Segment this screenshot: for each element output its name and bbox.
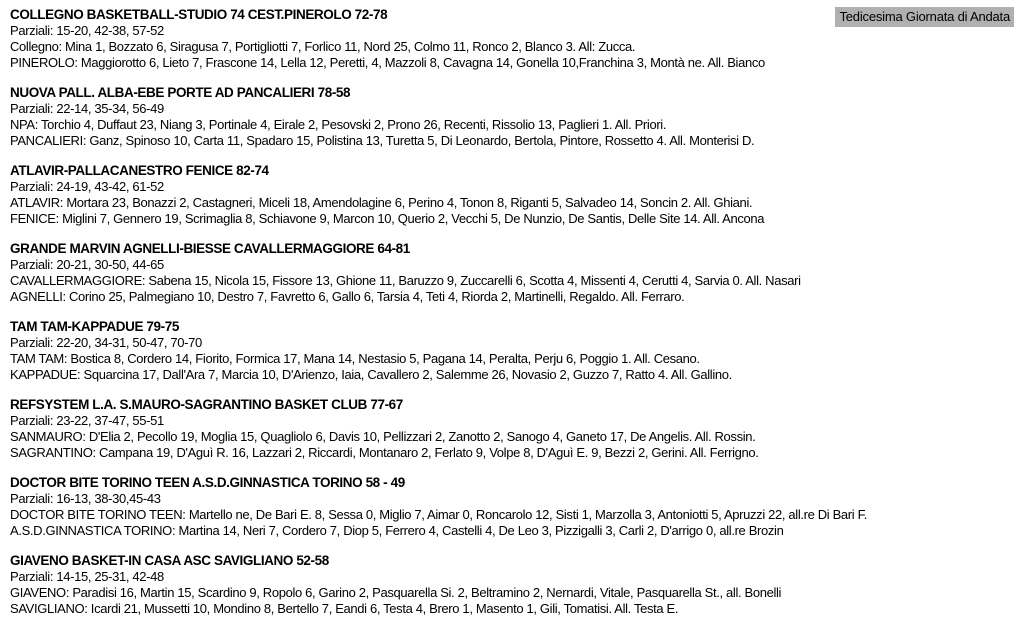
game-partials: Parziali: 22-20, 34-31, 50-47, 70-70 (10, 335, 202, 350)
home-roster: NPA: Torchio 4, Duffaut 23, Niang 3, Portinale 4, Eirale 2, Pesovski 2, Prono 26, Recenti, Rissolio 13, Paglieri 1. All. Priori. (10, 117, 667, 132)
game-partials: Parziali: 15-20, 42-38, 57-52 (10, 23, 164, 38)
away-roster: AGNELLI: Corino 25, Palmegiano 10, Destro 7, Favretto 6, Gallo 6, Tarsia 4, Teti 4, Riorda 2, Martinelli, Regaldo. All. Ferraro. (10, 289, 685, 304)
game-partials: Parziali: 14-15, 25-31, 42-48 (10, 569, 164, 584)
game-title: TAM TAM-KAPPADUE 79-75 (10, 319, 179, 334)
home-roster: SANMAURO: D'Elia 2, Pecollo 19, Moglia 15, Quagliolo 6, Davis 10, Pellizzari 2, Zanotto 2, Sanogo 4, Ganeto 17, De Angelis. All. Rossin. (10, 429, 756, 444)
game-partials: Parziali: 16-13, 38-30,45-43 (10, 491, 161, 506)
game-title: REFSYSTEM L.A. S.MAURO-SAGRANTINO BASKET CLUB 77-67 (10, 397, 403, 412)
round-badge: Tedicesima Giornata di Andata (835, 7, 1014, 27)
away-roster: SAVIGLIANO: Icardi 21, Mussetti 10, Mondino 8, Bertello 7, Eandi 6, Testa 4, Brero 1, Masento 1, Gili, Tomatisi. All. Testa E. (10, 601, 679, 616)
away-roster: A.S.D.GINNASTICA TORINO: Martina 14, Neri 7, Cordero 7, Diop 5, Ferrero 4, Castelli 4, De Leo 3, Pizzigalli 3, Carli 2, D'arrigo 0, all.re Brozin (10, 523, 784, 538)
game-title: GRANDE MARVIN AGNELLI-BIESSE CAVALLERMAGGIORE 64-81 (10, 241, 410, 256)
home-roster: ATLAVIR: Mortara 23, Bonazzi 2, Castagneri, Miceli 18, Amendolagine 6, Perino 4, Tonon 8, Riganti 5, Salvadeo 14, Soncin 2. All. Ghiani. (10, 195, 753, 210)
game-result-5 (10, 318, 1014, 383)
game-partials: Parziali: 20-21, 30-50, 44-65 (10, 257, 164, 272)
game-result-4 (10, 240, 1014, 305)
away-roster: PINEROLO: Maggiorotto 6, Lieto 7, Frascone 14, Lella 12, Peretti, 4, Mazzoli 8, Cavagna 14, Gonella 10,Franchina 3, Montà ne. All. Bianco (10, 55, 765, 70)
game-result-8 (10, 552, 1014, 617)
away-roster: SAGRANTINO: Campana 19, D'Aguì R. 16, Lazzari 2, Riccardi, Montanaro 2, Ferlato 9, Volpe 8, D'Aguì E. 9, Bezzi 2, Gerini. All. Ferrigno. (10, 445, 759, 460)
game-result-7 (10, 474, 1014, 539)
game-partials: Parziali: 24-19, 43-42, 61-52 (10, 179, 164, 194)
game-partials: Parziali: 22-14, 35-34, 56-49 (10, 101, 164, 116)
home-roster: GIAVENO: Paradisi 16, Martin 15, Scardino 9, Ropolo 6, Garino 2, Pasquarella Si. 2, Beltramino 2, Nernardi, Vitale, Pasquarella St., all. Bonelli (10, 585, 782, 600)
home-roster: Collegno: Mina 1, Bozzato 6, Siragusa 7, Portigliotti 7, Forlico 11, Nord 25, Colmo 11, Ronco 2, Blanco 3. All: Zucca. (10, 39, 636, 54)
game-result-3 (10, 162, 1014, 227)
game-title: ATLAVIR-PALLACANESTRO FENICE 82-74 (10, 163, 269, 178)
home-roster: TAM TAM: Bostica 8, Cordero 14, Fiorito, Formica 17, Mana 14, Nestasio 5, Pagana 14, Peralta, Perju 6, Poggio 1. All. Cesano. (10, 351, 700, 366)
game-partials: Parziali: 23-22, 37-47, 55-51 (10, 413, 164, 428)
game-title: GIAVENO BASKET-IN CASA ASC SAVIGLIANO 52-58 (10, 553, 329, 568)
game-result-2 (10, 84, 1014, 149)
away-roster: KAPPADUE: Squarcina 17, Dall'Ara 7, Marcia 10, D'Arienzo, Iaia, Cavallero 2, Salemme 26, Novasio 2, Guzzo 7, Ratto 4. All. Gallino. (10, 367, 732, 382)
game-result-6 (10, 396, 1014, 461)
away-roster: PANCALIERI: Ganz, Spinoso 10, Carta 11, Spadaro 15, Polistina 13, Turetta 5, Di Leonardo, Bertola, Pintore, Rossetto 4. All. Monterisi D. (10, 133, 755, 148)
home-roster: CAVALLERMAGGIORE: Sabena 15, Nicola 15, Fissore 13, Ghione 11, Baruzzo 9, Zuccarelli 6, Scotta 4, Missenti 4, Cerutti 4, Sarvia 0. All. Nasari (10, 273, 801, 288)
game-title: COLLEGNO BASKETBALL-STUDIO 74 CEST.PINEROLO 72-78 (10, 7, 388, 22)
game-title: DOCTOR BITE TORINO TEEN A.S.D.GINNASTICA TORINO 58 - 49 (10, 475, 405, 490)
home-roster: DOCTOR BITE TORINO TEEN: Martello ne, De Bari E. 8, Sessa 0, Miglio 7, Aimar 0, Roncarolo 12, Sisti 1, Marzolla 3, Antoniotti 5, Apruzzi 22, all.re Di Bari F. (10, 507, 867, 522)
game-title: NUOVA PALL. ALBA-EBE PORTE AD PANCALIERI 78-58 (10, 85, 351, 100)
away-roster: FENICE: Miglini 7, Gennero 19, Scrimaglia 8, Schiavone 9, Marcon 10, Querio 2, Vecchi 5, De Nunzio, De Santis, Delle Site 14. All. Ancona (10, 211, 765, 226)
